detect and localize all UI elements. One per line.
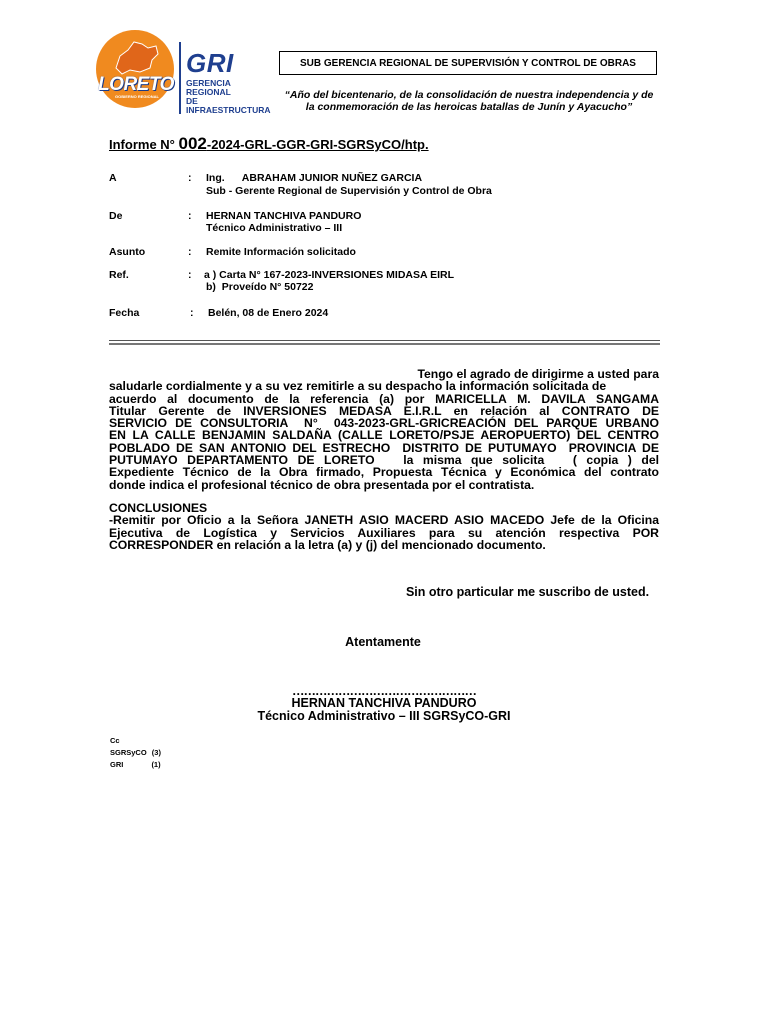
body-line: donde indica el profesional técnico de obra presentada por el contratista. — [109, 477, 535, 492]
gri-subtitle — [186, 79, 276, 115]
conclusions-line: CORRESPONDER en relación a la letra (a) y (j) del mencionado documento. — [109, 537, 546, 552]
body-line: EN LA CALLE BENJAMIN SALDAÑA (CALLE LORETO/PSJE AEROPUERTO) DEL CENTRO — [109, 428, 659, 443]
field-de-label: De — [109, 210, 123, 222]
divider-line-double — [109, 343, 660, 345]
field-a-line1: Ing. ABRAHAM JUNIOR NUÑEZ GARCIA — [206, 172, 423, 184]
divider-line — [109, 340, 660, 341]
body-line: Titular Gerente de INVERSIONES MEDASA E.I.R.L en relación al CONTRATO DE — [109, 403, 659, 418]
slogan-line2: la conmemoración de las heroicas batallas de Junín y Ayacucho” — [305, 101, 633, 113]
report-number-value: 002 — [178, 134, 207, 153]
cc-line-1 — [110, 747, 161, 758]
report-prefix: Informe N° — [109, 137, 179, 152]
office-title: SUB GERENCIA REGIONAL DE SUPERVISIÓN Y CONTROL DE OBRAS — [300, 57, 636, 69]
year-slogan — [274, 89, 664, 113]
field-fecha-label: Fecha — [109, 307, 140, 319]
field-fecha-colon: : — [190, 307, 194, 319]
cc-line2-count: (1) — [151, 760, 161, 769]
cc-line-2 — [110, 759, 161, 770]
body-lead: Tengo el agrado de dirigirme a usted para — [417, 367, 659, 381]
field-fecha-value: Belén, 08 de Enero 2024 — [208, 307, 329, 319]
gri-subtitle-line2: DE INFRAESTRUCTURA — [186, 96, 271, 115]
body-line: SERVICIO DE CONSULTORIA N° 043-2023-GRL-GRICREACIÓN DEL PARQUE URBANO — [109, 416, 659, 431]
slogan-line1: “Año del bicentenario, de la consolidación de nuestra independencia y de — [284, 89, 654, 101]
field-de-line2: Técnico Administrativo – III — [206, 222, 343, 234]
report-number — [109, 134, 429, 154]
field-de-colon: : — [188, 210, 192, 222]
field-ref-label: Ref. — [109, 269, 129, 281]
body-line: saludarle cordialmente y a su vez remitirle a su despacho la información solicitada de — [109, 379, 607, 394]
conclusions-title: CONCLUSIONES — [109, 501, 208, 515]
cc-line1-name: SGRSyCO — [110, 748, 147, 757]
field-asunto-colon: : — [188, 246, 192, 258]
field-a-label: A — [109, 172, 117, 184]
body-line: PUTUMAYO DEPARTAMENTO DE LORETO la misma que solicita ( copia ) del — [109, 453, 659, 468]
signer-title: Técnico Administrativo – III SGRSyCO-GRI — [257, 709, 511, 723]
cc-label: Cc — [110, 736, 120, 745]
body-paragraph — [109, 368, 659, 491]
body-line: POBLADO DE SAN ANTONIO DEL ESTRECHO DISTRITO DE PUTUMAYO PROVINCIA DE — [109, 440, 659, 455]
body-line: Expediente Técnico de la Obra firmado, Propuesta Técnica y Económica del contrato — [109, 465, 659, 480]
conclusions-line: Ejecutiva de Logística y Servicios Auxiliares para su atención respectiva POR — [109, 525, 659, 540]
conclusions-line: -Remitir por Oficio a la Señora JANETH ASIO MACERD ASIO MACEDO Jefe de la Oficina — [109, 513, 659, 528]
field-de-line1: HERNAN TANCHIVA PANDURO — [206, 210, 362, 222]
office-title-box — [279, 51, 657, 75]
conclusions — [109, 502, 659, 551]
cc-line2-name: GRI — [110, 760, 124, 769]
gri-logo-text: GRI — [186, 48, 234, 78]
logo-word: LORETO — [98, 74, 174, 95]
body-line: acuerdo al documento de la referencia (a) por MARICELLA M. DAVILA SANGAMA — [109, 391, 659, 406]
field-ref-line1: a ) Carta N° 167-2023-INVERSIONES MIDASA EIRL — [204, 269, 455, 281]
field-a-colon: : — [188, 172, 192, 184]
field-asunto-label: Asunto — [109, 246, 146, 258]
logo-separator — [179, 42, 181, 114]
field-ref-colon: : — [188, 269, 192, 281]
signature-line: ………………………………………… — [292, 684, 476, 698]
loreto-map-icon — [110, 38, 162, 78]
report-suffix: -2024-GRL-GGR-GRI-SGRSyCO/htp. — [206, 137, 429, 152]
signer-name: HERNAN TANCHIVA PANDURO — [291, 696, 477, 710]
regards-text: Atentamente — [345, 635, 421, 649]
logo-word-sub: GOBIERNO REGIONAL — [114, 94, 159, 99]
cc-line1-count: (3) — [151, 748, 161, 757]
field-a-line2: Sub - Gerente Regional de Supervisión y Control de Obra — [206, 185, 492, 197]
field-asunto-value: Remite Información solicitado — [206, 246, 356, 258]
gri-subtitle-line1: GERENCIA REGIONAL — [186, 78, 231, 97]
farewell-text: Sin otro particular me suscribo de usted. — [405, 585, 650, 599]
field-ref-line2: b) Proveído N° 50722 — [206, 281, 314, 293]
